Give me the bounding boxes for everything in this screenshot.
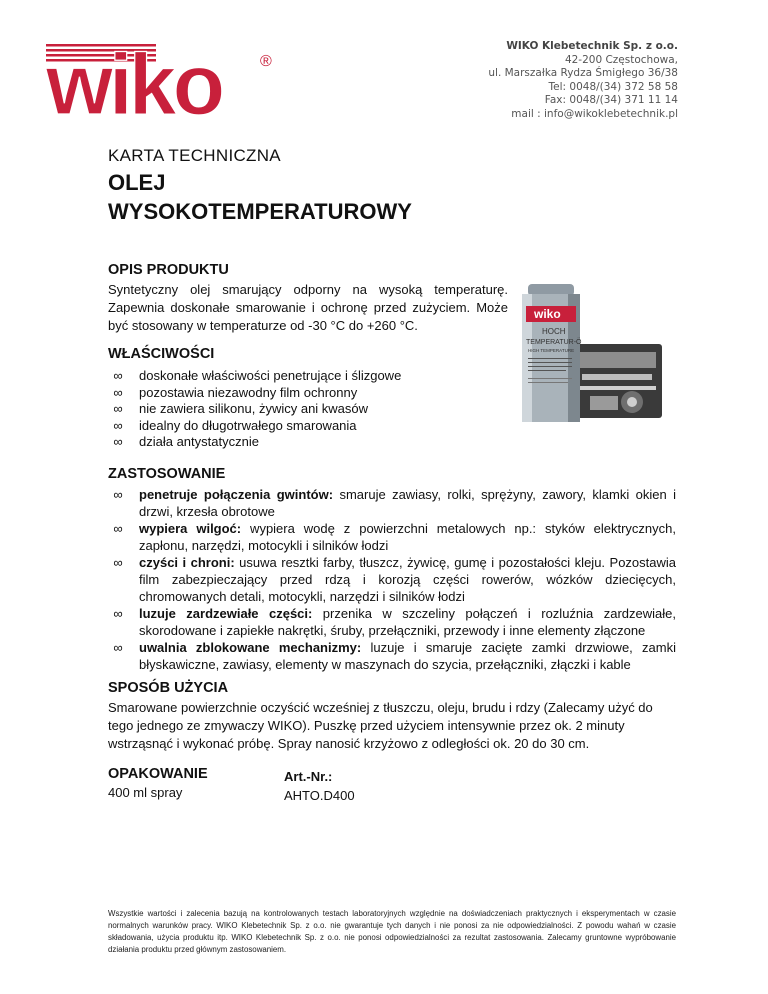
article-number bbox=[284, 768, 355, 805]
svg-text:wiko: wiko bbox=[534, 307, 561, 321]
company-name: WIKO Klebetechnik Sp. z o.o. bbox=[506, 40, 678, 52]
article-number-label: Art.-Nr.: bbox=[284, 769, 333, 784]
description-text: Syntetyczny olej smarujący odporny na wysoką temperaturę. Zapewnia doskonałe smarowanie i ochronę przed zużyciem. Może być stosowany w temperaturze od -30 °C do +260 °C. bbox=[108, 282, 508, 333]
list-item: ∞ działa antystatycznie bbox=[108, 434, 508, 451]
packaging-value: 400 ml spray bbox=[108, 785, 183, 800]
company-address bbox=[488, 40, 678, 121]
company-tel: Tel: 0048/(34) 372 58 58 bbox=[548, 80, 678, 93]
list-item: ∞ uwalnia zblokowane mechanizmy: luzuje i smaruje zacięte zamki drzwiowe, zamki błyskawiczne, zawiasy, elementy w maszynach do szycia, przełączniki, złączki i kable bbox=[108, 639, 676, 673]
list-item: ∞ wypiera wilgoć: wypiera wodę z powierzchni metalowych np.: styków elektrycznych, zapłonu, narzędzi, motocykli i silników łodzi bbox=[108, 520, 676, 554]
section-properties bbox=[108, 346, 508, 451]
company-mail: mail : info@wikoklebetechnik.pl bbox=[511, 107, 678, 120]
section-applications bbox=[108, 466, 676, 673]
svg-text:HOCH: HOCH bbox=[542, 327, 566, 336]
bullet-icon: ∞ bbox=[113, 417, 123, 433]
section-description bbox=[108, 262, 508, 335]
bullet-icon: ∞ bbox=[113, 521, 123, 536]
list-item: ∞ pozostawia niezawodny film ochronny bbox=[108, 385, 508, 402]
product-image bbox=[512, 282, 664, 430]
bullet-icon: ∞ bbox=[113, 401, 123, 416]
bullet-icon: ∞ bbox=[113, 487, 123, 502]
section-heading: OPIS PRODUKTU bbox=[108, 262, 229, 278]
title-line-2: WYSOKOTEMPERATUROWY bbox=[108, 199, 412, 224]
bullet-icon: ∞ bbox=[113, 434, 123, 449]
section-heading: SPOSÓB UŻYCIA bbox=[108, 680, 229, 696]
list-item: ∞ nie zawiera silikonu, żywicy ani kwasów bbox=[108, 401, 508, 418]
page-title bbox=[108, 168, 412, 226]
list-item: ∞ idealny do długotrwałego smarowania bbox=[108, 418, 508, 435]
applications-list bbox=[108, 486, 676, 673]
section-usage bbox=[108, 680, 676, 753]
section-heading: OPAKOWANIE bbox=[108, 766, 208, 782]
list-item: ∞ penetruje połączenia gwintów: smaruje zawiasy, rolki, sprężyny, zawory, klamki okien i drzwi, krzesła obrotowe bbox=[108, 486, 676, 520]
list-item: ∞ luzuje zardzewiałe części: przenika w szczeliny połączeń i rozluźnia zardzewiałe, skorodowane i zapiekłe nakrętki, śruby, przełączniki, przewody i inne elementy złączone bbox=[108, 605, 676, 639]
title-line-1: OLEJ bbox=[108, 170, 166, 195]
list-item: ∞ doskonałe właściwości penetrujące i ślizgowe bbox=[108, 368, 508, 385]
svg-text:®: ® bbox=[260, 53, 272, 70]
svg-text:TEMPERATUR-Ö: TEMPERATUR-Ö bbox=[526, 339, 582, 346]
bullet-icon: ∞ bbox=[113, 555, 123, 570]
section-heading: ZASTOSOWANIE bbox=[108, 466, 226, 482]
list-item: ∞ czyści i chroni: usuwa resztki farby, tłuszcz, żywicę, gumę i pozostałości kleju. Pozostawia film zabezpieczający przed rdzą i korozją części rowerów, wózków dziecięcych, chromowanych detali, motocykli, narzędzi i silników łodzi bbox=[108, 554, 676, 605]
footer-disclaimer: Wszystkie wartości i zalecenia bazują na kontrolowanych testach laboratoryjnych względnie na doświadczeniach praktycznych i eksperymentach w czasie normalnych warunków pracy. WIKO Klebetechnik Sp. z o.o. nie gwarantuje tych danych i nie ponosi za nie odpowiedzialności. Z powodu wahań w czasie składowania, użycia produktu itp. WIKO Klebetechnik Sp. z o.o. nie ponosi odpowiedzialności za rezultat zastosowania. Zalecamy gruntowne wypróbowanie działania produktu przed głównym zastosowaniem. bbox=[108, 909, 676, 954]
article-number-value: AHTO.D400 bbox=[284, 788, 355, 803]
document-type: KARTA TECHNICZNA bbox=[108, 146, 281, 165]
company-street: ul. Marszałka Rydza Śmigłego 36/38 bbox=[488, 67, 678, 79]
section-heading: WŁAŚCIWOŚCI bbox=[108, 346, 215, 362]
bullet-icon: ∞ bbox=[113, 606, 123, 621]
properties-list bbox=[108, 368, 508, 451]
svg-text:HIGH TEMPERATURE: HIGH TEMPERATURE bbox=[528, 348, 575, 353]
bullet-icon: ∞ bbox=[113, 368, 123, 383]
wiko-logo bbox=[44, 40, 276, 120]
usage-text: Smarowane powierzchnie oczyścić wcześniej z tłuszczu, oleju, brudu i rdzy (Zalecamy użyć do tego jednego ze zmywaczy WIKO). Puszkę przed użyciem intensywnie przez ok. 2 minuty wstrząsnąć i wykonać próbę. Spray nanosić krzyżowo z odległości ok. 20 do 30 cm. bbox=[108, 700, 653, 751]
bullet-icon: ∞ bbox=[113, 640, 123, 655]
bullet-icon: ∞ bbox=[113, 384, 123, 400]
svg-text:wiko: wiko bbox=[46, 40, 222, 120]
section-packaging bbox=[108, 766, 308, 802]
company-fax: Fax: 0048/(34) 371 11 14 bbox=[544, 94, 678, 106]
company-city: 42-200 Częstochowa, bbox=[564, 53, 678, 66]
